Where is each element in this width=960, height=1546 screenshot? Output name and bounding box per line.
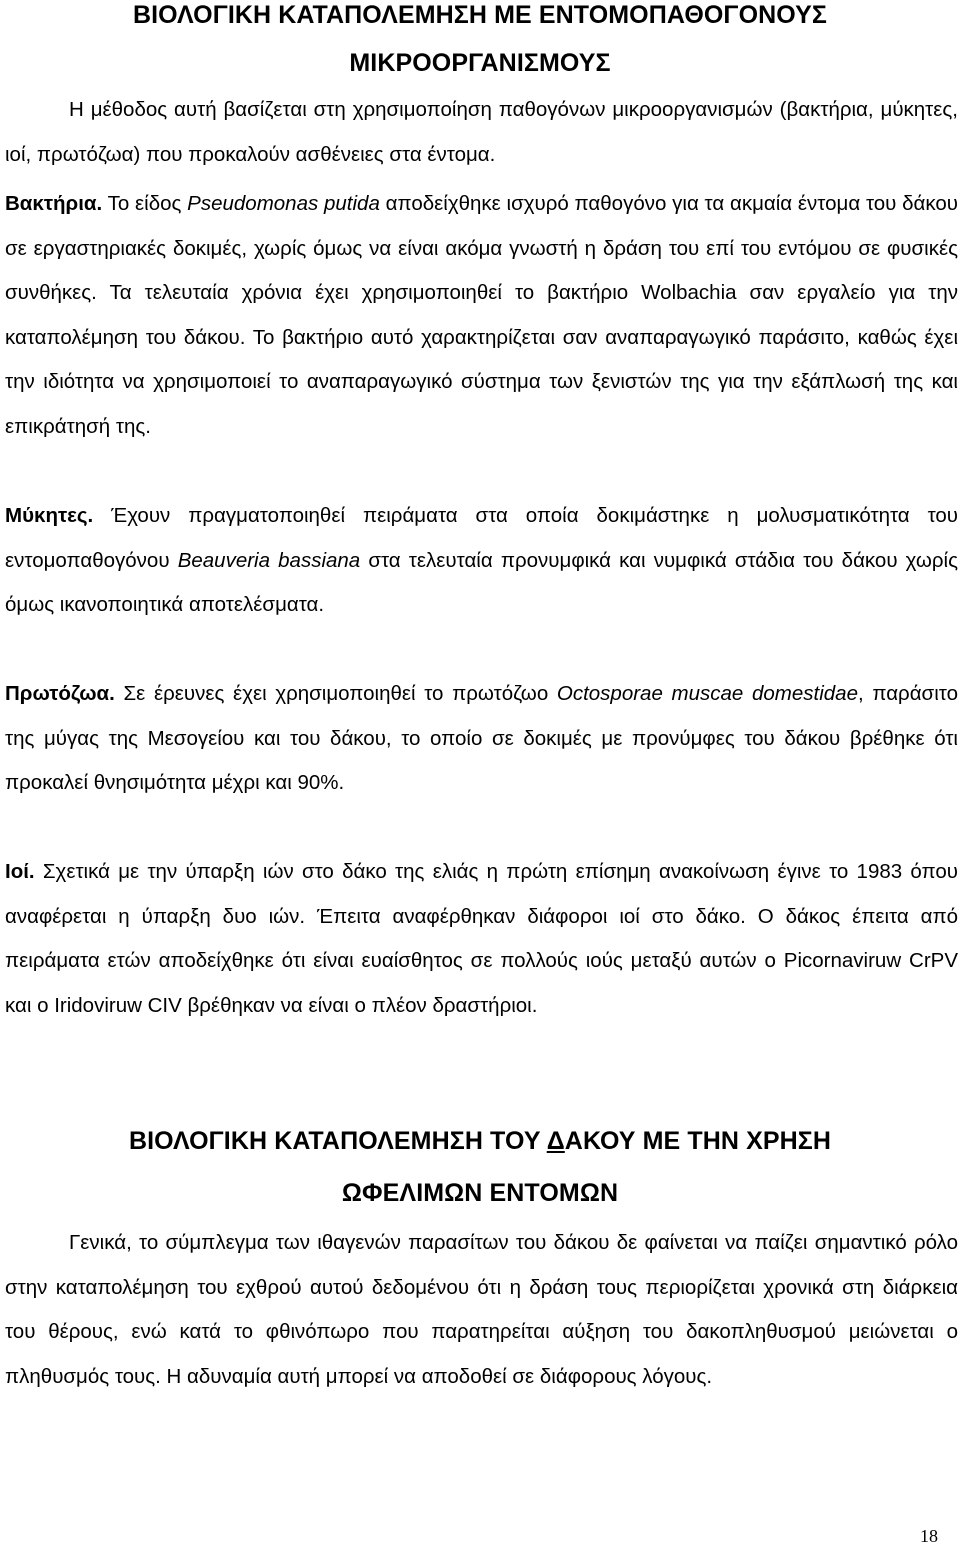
fungi-paragraph	[5, 494, 958, 628]
section-1-title-line-1: ΒΙΟΛΟΓΙΚΗ ΚΑΤΑΠΟΛΕΜΗΣΗ ΜΕ ΕΝΤΟΜΟΠΑΘΟΓΟΝΟΥΣ	[132, 1, 827, 29]
section-2-paragraph: Γενικά, το σύμπλεγμα των ιθαγενών παρασίτων του δάκου δε φαίνεται να παίζει σημαντικό ρόλο στην καταπολέμηση του εχθρού αυτού δεδομένου ότι η δράση τους περιορίζεται χρονικά στη διάρκεια του θέρους, ενώ κατά το φθινόπωρο που παρατηρείται αύξηση του δακοπληθυσμού μειώνεται ο πληθυσμός τους. Η αδυναμία αυτή μπορεί να αποδοθεί σε διάφορους λόγους.	[5, 1231, 958, 1388]
section-2-title-line-1	[0, 1126, 960, 1156]
page-number: 18	[920, 1526, 938, 1546]
fungi-label: Μύκητες.	[5, 504, 94, 527]
bacteria-label: Βακτήρια.	[5, 192, 103, 215]
viruses-text: Σχετικά με την ύπαρξη ιών στο δάκο της ελιάς η πρώτη επίσημη ανακοίνωση έγινε το 1983 όπου αναφέρεται η ύπαρξη δυο ιών. Έπειτα αναφέρθηκαν διάφοροι ιοί στο δάκο. Ο δάκος έπειτα από πειράματα ετών αποδείχθηκε ότι είναι ευαίσθητος σε πολλούς ιούς μεταξύ αυτών ο Picornaviruw CrPV και ο Iridoviruw CIV βρέθηκαν να είναι ο πλέον δραστήριοι.	[5, 860, 958, 1017]
viruses-label: Ιοί.	[5, 860, 35, 883]
protozoa-paragraph	[5, 672, 958, 806]
fungi-text-1: Έχουν πραγματοποιηθεί πειράματα στα οποία δοκιμάστηκε η μολυσματικότητα του εντομοπαθογόνου	[5, 504, 958, 572]
protozoa-text-2: , παράσιτο της μύγας της Μεσογείου και του δάκου, το οποίο σε δοκιμές με προνύμφες του δάκου βρέθηκε ότι προκαλεί θνησιμότητα μέχρι και 90%.	[5, 682, 958, 795]
bacteria-paragraph	[5, 182, 958, 450]
fungi-text-2: στα τελευταία προνυμφικά και νυμφικά στάδια του δάκου χωρίς όμως ικανοποιητικά αποτελέσματα.	[5, 548, 958, 617]
intro-paragraph: Η μέθοδος αυτή βασίζεται στη χρησιμοποίηση παθογόνων μικροοργανισμών (βακτήρια, μύκητες, ιοί, πρωτόζωα) που προκαλούν ασθένειες στα έντομα.	[5, 98, 958, 166]
viruses-paragraph	[5, 850, 958, 1028]
section-1-title-line-2: ΜΙΚΡΟΟΡΓΑΝΙΣΜΟΥΣ	[349, 49, 611, 77]
bacteria-text-2: αποδείχθηκε ισχυρό παθογόνο για τα ακμαία έντομα του δάκου σε εργαστηριακές δοκιμές, χωρίς όμως να είναι ακόμα γνωστή η δράση του επί του εντόμου σε φυσικές συνθήκες. Τα τελευταία χρόνια έχει χρησιμοποιηθεί το βακτήριο Wolbachia σαν εργαλείο για την καταπολέμηση του δάκου. Το βακτήριο αυτό χαρακτηρίζεται σαν αναπαραγωγικό παράσιτο, καθώς έχει την ιδιότητα να χρησιμοποιεί το αναπαραγωγικό σύστημα των ξενιστών της για την εξάπλωσή της και επικράτησή της.	[5, 192, 959, 438]
section-2-title-line-2: ΩΦΕΛΙΜΩΝ ΕΝΤΟΜΩΝ	[341, 1179, 619, 1207]
protozoa-label: Πρωτόζωα.	[5, 682, 115, 705]
protozoa-species: Octosporae muscae domestidae	[556, 682, 858, 705]
protozoa-text-1: Σε έρευνες έχει χρησιμοποιηθεί το πρωτόζωο	[114, 682, 557, 705]
fungi-species: Beauveria bassiana	[177, 548, 361, 572]
bacteria-text-1: Το είδος	[102, 192, 188, 215]
section-2-title-part-a: ΒΙΟΛΟΓΙΚΗ ΚΑΤΑΠΟΛΕΜΗΣΗ ΤΟΥ	[128, 1127, 547, 1155]
bacteria-species: Pseudomonas putida	[187, 192, 380, 215]
section-2-title-part-b: Δ	[546, 1127, 565, 1155]
section-2-title-part-c: ΑΚΟΥ ΜΕ ΤΗΝ ΧΡΗΣΗ	[564, 1127, 832, 1155]
